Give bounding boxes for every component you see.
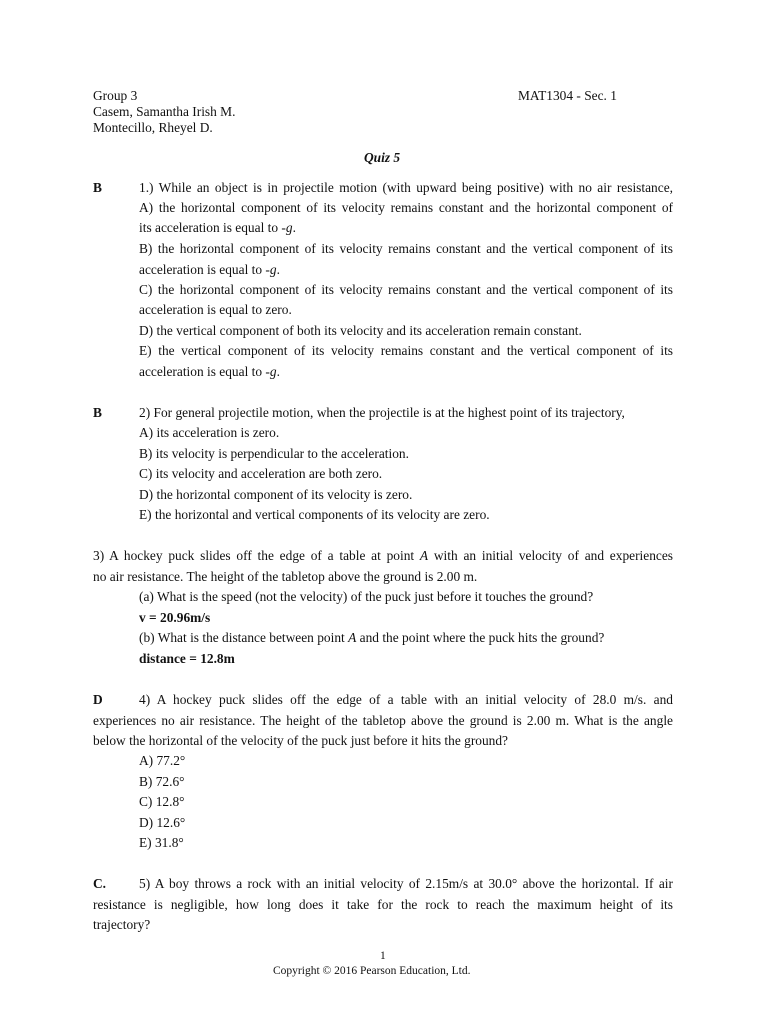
option-line: A) the horizontal component of its velocity remains constant and the horizontal component of bbox=[139, 200, 673, 215]
option-line: E) the vertical component of its velocity remains constant and the vertical component of its bbox=[139, 343, 673, 358]
question-stem: experiences no air resistance. The height of the tabletop above the ground is 2.00 m. What is the angle bbox=[93, 713, 673, 728]
option-line: D) the horizontal component of its velocity is zero. bbox=[139, 487, 413, 502]
answer-marker: D bbox=[93, 692, 103, 707]
answer-marker: B bbox=[93, 405, 102, 420]
page-title: Quiz 5 bbox=[364, 150, 401, 165]
option-line: acceleration is equal to -g. bbox=[139, 262, 280, 277]
option-line: its acceleration is equal to -g. bbox=[139, 220, 296, 235]
option-line: C) the horizontal component of its velocity remains constant and the vertical component of its bbox=[139, 282, 673, 297]
option-line: B) 72.6° bbox=[139, 774, 185, 789]
option-line: E) the horizontal and vertical components of its velocity are zero. bbox=[139, 507, 490, 522]
sub-question: (b) What is the distance between point A and the point where the puck hits the ground? bbox=[139, 630, 605, 645]
question-stem: 3) A hockey puck slides off the edge of a table at point A with an initial velocity of and experiences bbox=[93, 548, 673, 563]
member-name: Montecillo, Rheyel D. bbox=[93, 120, 213, 135]
sub-question: (a) What is the speed (not the velocity) of the puck just before it touches the ground? bbox=[139, 589, 594, 604]
option-line: A) its acceleration is zero. bbox=[139, 425, 280, 440]
option-line: A) 77.2° bbox=[139, 753, 186, 768]
option-line: B) the horizontal component of its velocity remains constant and the vertical component of its bbox=[139, 241, 673, 256]
option-line: acceleration is equal to -g. bbox=[139, 364, 280, 379]
option-line: C) its velocity and acceleration are both zero. bbox=[139, 466, 383, 481]
course-label: MAT1304 - Sec. 1 bbox=[518, 88, 617, 103]
question-stem: 1.) While an object is in projectile motion (with upward being positive) with no air resistance, bbox=[139, 180, 673, 195]
option-line: D) 12.6° bbox=[139, 815, 186, 830]
page-number: 1 bbox=[380, 950, 386, 962]
answer-text: v = 20.96m/s bbox=[139, 610, 211, 625]
option-line: C) 12.8° bbox=[139, 794, 185, 809]
question-stem: 2) For general projectile motion, when the projectile is at the highest point of its trajectory, bbox=[139, 405, 625, 420]
option-line: B) its velocity is perpendicular to the acceleration. bbox=[139, 446, 409, 461]
question-stem: 4) A hockey puck slides off the edge of a table with an initial velocity of 28.0 m/s. and bbox=[139, 692, 673, 707]
answer-text: distance = 12.8m bbox=[139, 651, 235, 666]
answer-marker: B bbox=[93, 180, 102, 195]
question-stem: below the horizontal of the velocity of the puck just before it hits the ground? bbox=[93, 733, 508, 748]
question-stem: trajectory? bbox=[93, 917, 151, 932]
answer-marker: C. bbox=[93, 876, 107, 891]
option-line: D) the vertical component of both its velocity and its acceleration remain constant. bbox=[139, 323, 582, 338]
copyright-notice: Copyright © 2016 Pearson Education, Ltd. bbox=[273, 965, 471, 977]
question-stem: resistance is negligible, how long does it take for the rock to reach the maximum height of its bbox=[93, 897, 673, 912]
question-stem: 5) A boy throws a rock with an initial velocity of 2.15m/s at 30.0° above the horizontal. If air bbox=[139, 876, 673, 891]
member-name: Casem, Samantha Irish M. bbox=[93, 104, 236, 119]
option-line: E) 31.8° bbox=[139, 835, 184, 850]
group-label: Group 3 bbox=[93, 88, 138, 103]
question-stem: no air resistance. The height of the tabletop above the ground is 2.00 m. bbox=[93, 569, 478, 584]
option-line: acceleration is equal to zero. bbox=[139, 302, 292, 317]
